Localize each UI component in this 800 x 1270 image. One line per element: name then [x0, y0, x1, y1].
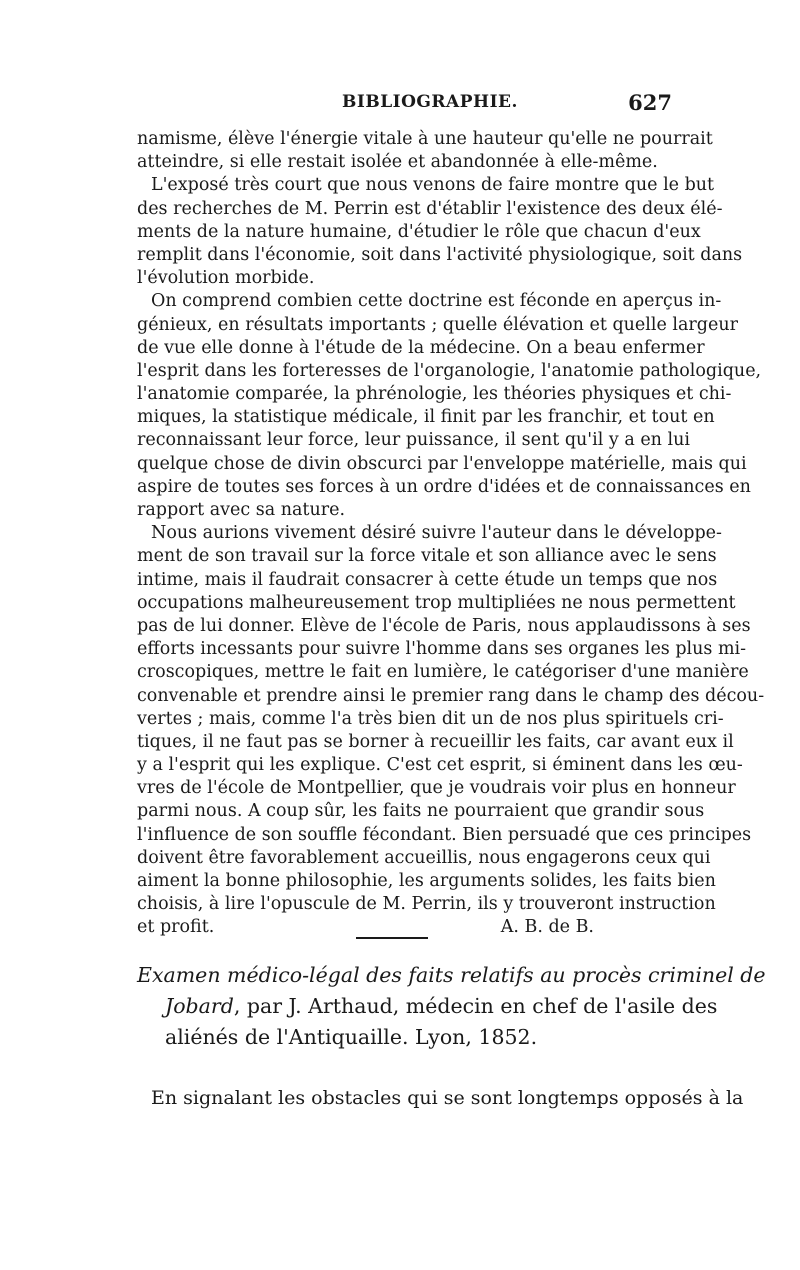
- text-line: ment de son travail sur la force vitale et son alliance avec le sens: [137, 546, 717, 567]
- text-line: aspire de toutes ses forces à un ordre d'idées et de connaissances en: [137, 476, 751, 497]
- running-head: [137, 92, 672, 118]
- running-title: BIBLIOGRAPHIE.: [342, 92, 518, 112]
- text-line: reconnaissant leur force, leur puissance, il sent qu'il y a en lui: [137, 430, 690, 451]
- review-heading: [137, 960, 766, 1053]
- text-line: vres de l'école de Montpellier, que je voudrais voir plus en honneur: [137, 778, 736, 799]
- text-line: Nous aurions vivement désiré suivre l'auteur dans le développe-: [151, 523, 722, 544]
- text-line: l'évolution morbide.: [137, 268, 315, 289]
- text-line: rapport avec sa nature.: [137, 500, 346, 520]
- page-number: 627: [628, 90, 672, 115]
- text-line: des recherches de M. Perrin est d'établir l'existence des deux élé-: [137, 198, 723, 219]
- review-title-line: [137, 991, 718, 1022]
- text-line: convenable et prendre ainsi le premier rang dans le champ des décou-: [137, 685, 765, 706]
- text-line: miques, la statistique médicale, il finit par les franchir, et tout en: [137, 407, 715, 428]
- review-title-line: Examen médico-légal des faits relatifs au procès criminel de: [137, 963, 766, 987]
- text-line: parmi nous. A coup sûr, les faits ne pourraient que grandir sous: [137, 801, 705, 822]
- text-line: génieux, en résultats importants ; quelle élévation et quelle largeur: [137, 314, 738, 335]
- text-line: pas de lui donner. Elève de l'école de Paris, nous applaudissons à ses: [137, 615, 751, 636]
- review-title-rest: , par J. Arthaud, médecin en chef de l'asile des: [233, 994, 718, 1018]
- text-line: aiment la bonne philosophie, les arguments solides, les faits bien: [137, 871, 716, 891]
- text-line: l'influence de son souffle fécondant. Bien persuadé que ces principes: [137, 824, 752, 845]
- text-line: l'esprit dans les forteresses de l'organologie, l'anatomie pathologique,: [137, 360, 762, 381]
- text-line: occupations malheureusement trop multipliées ne nous permettent: [137, 592, 736, 613]
- body-text: [137, 128, 765, 940]
- review-title-italic: Jobard: [165, 994, 234, 1018]
- text-line: croscopiques, mettre le fait en lumière, le catégoriser d'une manière: [137, 662, 749, 683]
- text-line: namisme, élève l'énergie vitale à une hauteur qu'elle ne pourrait: [137, 129, 713, 149]
- text-line: efforts incessants pour suivre l'homme dans ses organes les plus mi-: [137, 639, 747, 660]
- text-line: atteindre, si elle restait isolée et abandonnée à elle-même.: [137, 152, 658, 173]
- text-line: quelque chose de divin obscurci par l'enveloppe matérielle, mais qui: [137, 453, 747, 474]
- text-line: doivent être favorablement accueillis, nous engagerons ceux qui: [137, 847, 711, 868]
- review-title-line: aliénés de l'Antiquaille. Lyon, 1852.: [165, 1025, 538, 1049]
- review-opening-line: En signalant les obstacles qui se sont longtemps opposés à la: [151, 1087, 744, 1109]
- text-line: ments de la nature humaine, d'étudier le rôle que chacun d'eux: [137, 221, 701, 242]
- text-line: choisis, à lire l'opuscule de M. Perrin, ils y trouveront instruction: [137, 894, 716, 915]
- signature: A. B. de B.: [500, 917, 594, 938]
- text-line: L'exposé très court que nous venons de faire montre que le but: [151, 175, 715, 196]
- text-line: tiques, il ne faut pas se borner à recueillir les faits, car avant eux il: [137, 731, 734, 752]
- closing-text: et profit.: [137, 917, 215, 938]
- text-line: remplit dans l'économie, soit dans l'activité physiologique, soit dans: [137, 244, 743, 265]
- text-line: vertes ; mais, comme l'a très bien dit un de nos plus spirituels cri-: [137, 708, 724, 729]
- text-line: y a l'esprit qui les explique. C'est cet esprit, si éminent dans les œu-: [137, 755, 743, 776]
- text-line: On comprend combien cette doctrine est féconde en aperçus in-: [151, 291, 722, 312]
- text-line: intime, mais il faudrait consacrer à cette étude un temps que nos: [137, 569, 718, 590]
- section-divider: [356, 937, 428, 939]
- text-line: l'anatomie comparée, la phrénologie, les théories physiques et chi-: [137, 384, 732, 405]
- text-line: de vue elle donne à l'étude de la médecine. On a beau enfermer: [137, 337, 705, 358]
